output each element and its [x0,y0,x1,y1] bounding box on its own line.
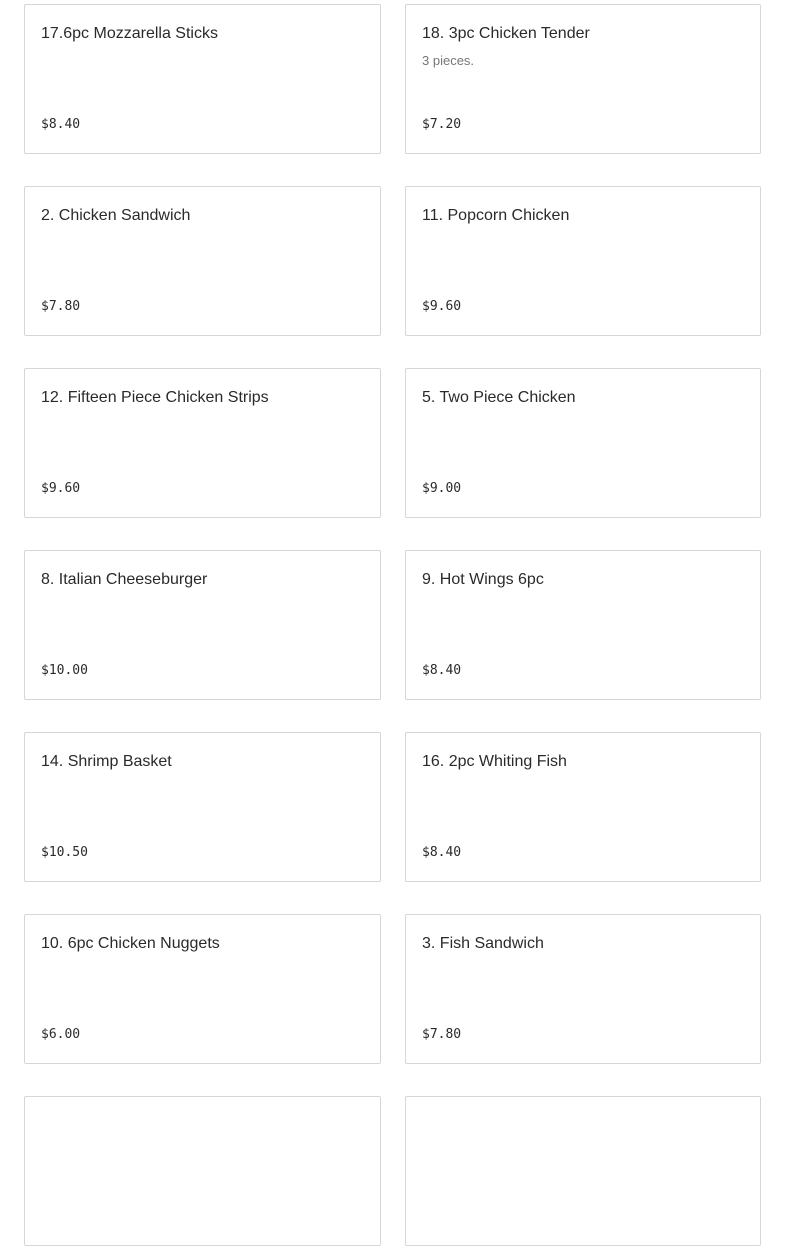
menu-item-card[interactable] [24,1096,381,1246]
menu-item-card[interactable] [405,368,761,518]
menu-item-card[interactable] [24,4,381,154]
menu-item-name: 16. 2pc Whiting Fish [422,753,567,770]
menu-item-card[interactable] [405,732,761,882]
menu-item-price: $6.00 [41,1027,81,1042]
menu-item-card[interactable] [405,4,761,154]
menu-item-price: $7.80 [422,1027,462,1042]
menu-item-price: $8.40 [422,663,462,678]
menu-item-name: 9. Hot Wings 6pc [422,571,544,588]
menu-item-card[interactable] [24,550,381,700]
menu-item-price: $8.40 [41,117,81,132]
menu-item-name: 17.6pc Mozzarella Sticks [41,25,218,42]
menu-item-name: 5. Two Piece Chicken [422,389,576,406]
menu-item-name: 2. Chicken Sandwich [41,207,191,224]
menu-item-name: 12. Fifteen Piece Chicken Strips [41,389,269,406]
menu-item-card[interactable] [405,1096,761,1246]
menu-item-description: 3 pieces. [422,53,475,68]
menu-item-price: $9.60 [41,481,81,496]
menu-item-name: 14. Shrimp Basket [41,753,172,770]
menu-item-price: $10.50 [41,845,88,860]
menu-item-price: $9.00 [422,481,462,496]
menu-item-card[interactable] [405,914,761,1064]
menu-item-grid [24,4,761,1246]
menu-item-price: $8.40 [422,845,462,860]
menu-item-name: 11. Popcorn Chicken [422,207,570,224]
menu-item-price: $10.00 [41,663,88,678]
menu-item-name: 10. 6pc Chicken Nuggets [41,935,220,952]
menu-item-card[interactable] [24,914,381,1064]
menu-item-card[interactable] [24,186,381,336]
menu-item-name: 18. 3pc Chicken Tender [422,25,590,42]
menu-item-card[interactable] [405,186,761,336]
menu-item-card[interactable] [405,550,761,700]
menu-item-price: $7.20 [422,117,462,132]
menu-item-name: 8. Italian Cheeseburger [41,571,208,588]
menu-item-card[interactable] [24,368,381,518]
menu-item-price: $7.80 [41,299,81,314]
menu-item-card[interactable] [24,732,381,882]
menu-item-price: $9.60 [422,299,462,314]
menu-item-name: 3. Fish Sandwich [422,935,544,952]
